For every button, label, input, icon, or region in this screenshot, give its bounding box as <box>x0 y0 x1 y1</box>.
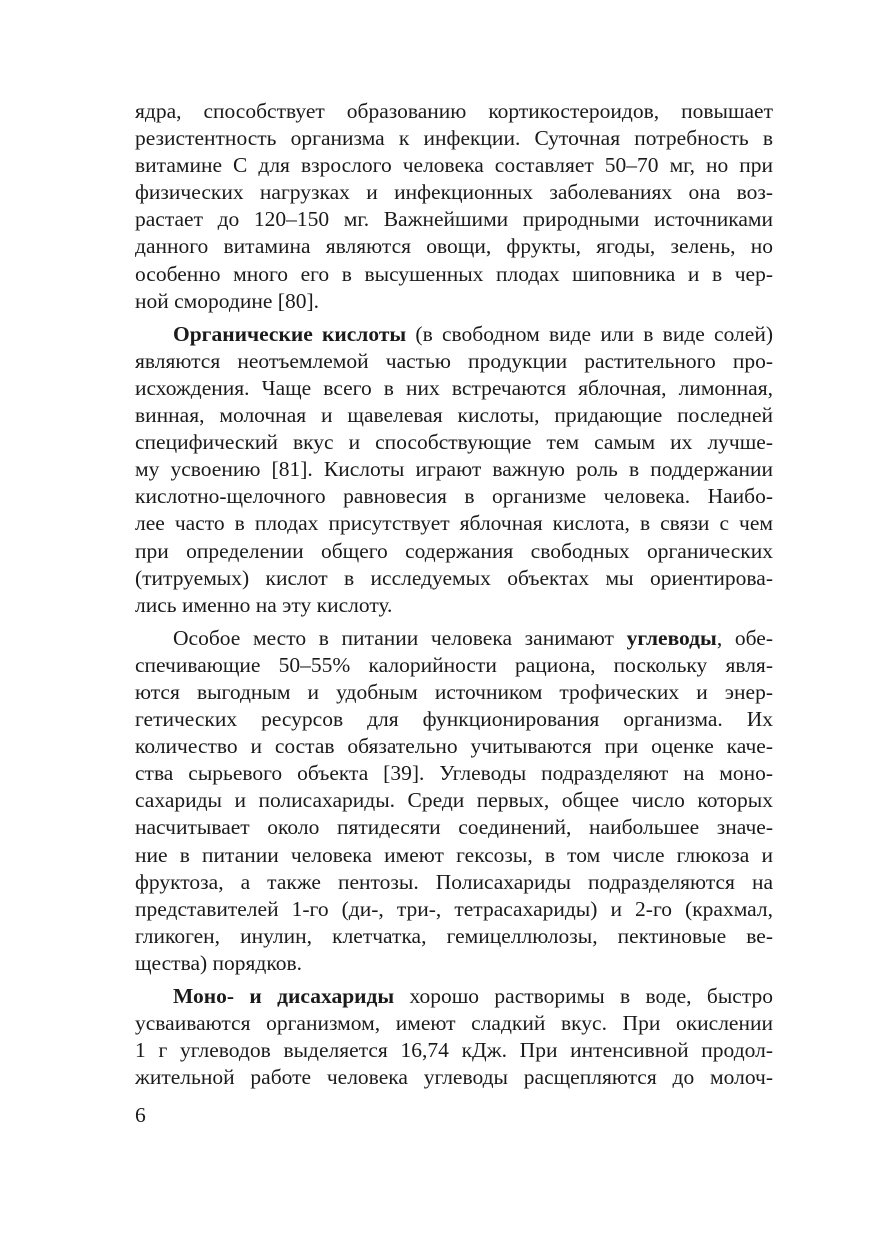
paragraph-vitamin-c <box>135 98 773 315</box>
text-run: , обе- <box>716 625 774 650</box>
text-line: витамине С для взрослого человека составляет 50–70 мг, но при <box>135 153 773 178</box>
bold-term: Органические кислоты <box>173 321 407 346</box>
text-line: представителей 1-го (ди-, три-, тетрасахариды) и 2-го (крахмал, <box>135 896 773 921</box>
text-line: жительной работе человека углеводы расщепляются до молоч- <box>135 1065 773 1090</box>
paragraph-mono-disaccharides <box>135 983 773 1091</box>
text-line <box>135 625 773 652</box>
text-line: щества) порядков. <box>135 950 302 975</box>
text-line: резистентность организма к инфекции. Суточная потребность в <box>135 126 773 151</box>
paragraph-carbohydrates <box>135 625 773 977</box>
text-line: фруктоза, а также пентозы. Полисахариды подразделяются на <box>135 869 773 894</box>
text-line: специфический вкус и способствующие тем самым их лучше- <box>135 430 773 455</box>
bold-term: углеводы <box>626 625 717 650</box>
text-line: количество и состав обязательно учитываются при оценке каче- <box>135 734 773 759</box>
text-line: му усвоению [81]. Кислоты играют важную роль в поддержании <box>135 457 773 482</box>
text-run: (в свободном виде или в виде солей) <box>406 321 773 346</box>
text-line: ядра, способствует образованию кортикостероидов, повышает <box>135 99 773 123</box>
text-line <box>135 983 773 1010</box>
bold-term: Моно- и дисахариды <box>173 984 395 1008</box>
text-line: лее часто в плодах присутствует яблочная кислота, в связи с чем <box>135 511 773 536</box>
text-line: ной смородине [80]. <box>135 288 319 313</box>
text-line: растает до 120–150 мг. Важнейшими природными источниками <box>135 207 773 232</box>
text-line: сахариды и полисахариды. Среди первых, общее число которых <box>135 788 773 813</box>
text-line: 1 г углеводов выделяется 16,74 кДж. При интенсивной продол- <box>135 1038 773 1063</box>
text-line: исхождения. Чаще всего в них встречаются яблочная, лимонная, <box>135 375 773 400</box>
text-line: спечивающие 50–55% калорийности рациона, поскольку явля- <box>135 652 773 677</box>
text-line: данного витамина являются овощи, фрукты, ягоды, зелень, но <box>135 234 773 259</box>
page-body <box>135 98 773 1097</box>
text-line: (титруемых) кислот в исследуемых объектах мы ориентирова- <box>135 565 773 590</box>
text-line: гликоген, инулин, клетчатка, гемицеллюлозы, пектиновые ве- <box>135 923 773 948</box>
text-line: ства сырьевого объекта [39]. Углеводы подразделяют на моно- <box>135 761 773 786</box>
text-line: физических нагрузках и инфекционных заболеваниях она воз- <box>135 180 773 205</box>
text-line: кислотно-щелочного равновесия в организме человека. Наибо- <box>135 484 773 509</box>
text-line: особенно много его в высушенных плодах шиповника и в чер- <box>135 261 773 286</box>
text-run: Особое место в питании человека занимают <box>173 625 627 650</box>
text-run: хорошо растворимы в воде, быстро <box>394 984 773 1008</box>
page-number: 6 <box>135 1103 146 1127</box>
text-line: при определении общего содержания свободных органических <box>135 538 773 563</box>
text-line: усваиваются организмом, имеют сладкий вкус. При окислении <box>135 1011 773 1036</box>
text-line: являются неотъемлемой частью продукции растительного про- <box>135 348 773 373</box>
paragraph-organic-acids <box>135 321 773 619</box>
text-line: гетических ресурсов для функционирования организма. Их <box>135 707 773 732</box>
text-line: ются выгодным и удобным источником трофических и энер- <box>135 679 773 704</box>
text-line: ние в питании человека имеют гексозы, в том числе глюкоза и <box>135 842 773 867</box>
text-line: насчитывает около пятидесяти соединений, наибольшее значе- <box>135 815 773 840</box>
text-line: лись именно на эту кислоту. <box>135 592 393 617</box>
text-line <box>135 321 773 348</box>
text-line: винная, молочная и щавелевая кислоты, придающие последней <box>135 403 773 428</box>
